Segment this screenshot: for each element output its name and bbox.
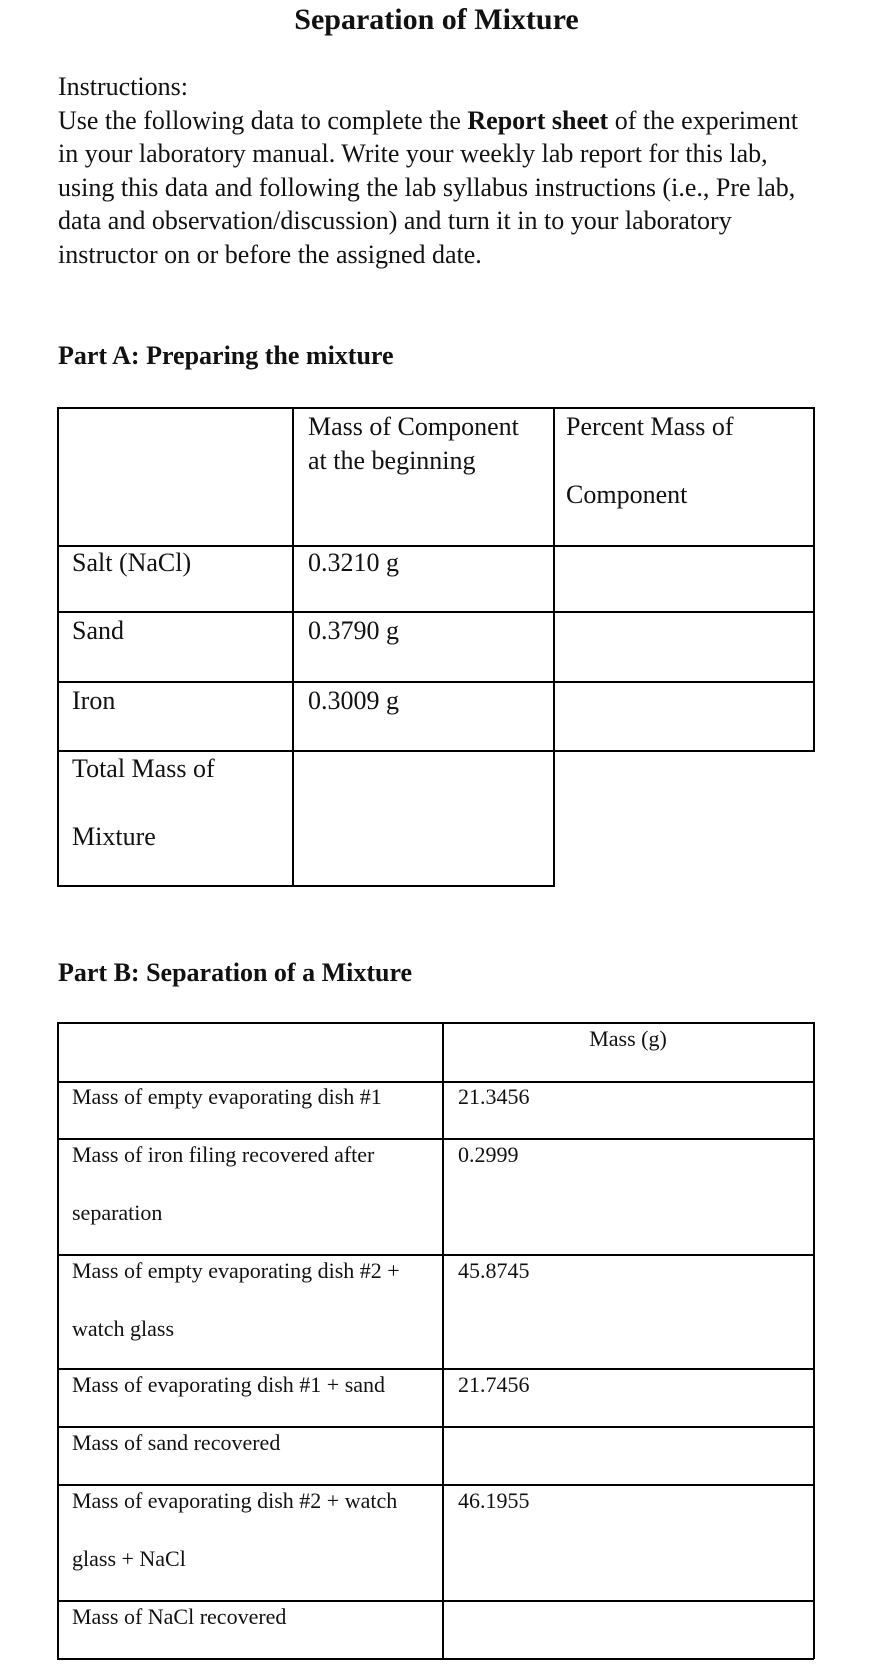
part-a-header-percent-line1: Percent Mass of xyxy=(566,412,734,441)
part-b-row-value: 0.2999 xyxy=(458,1142,519,1167)
part-b-row-value: 21.7456 xyxy=(458,1372,530,1397)
part-b-row-label: Mass of iron filing recovered after xyxy=(72,1142,375,1167)
part-a-header-percent-line2: Component xyxy=(566,480,688,509)
part-b-row-value: 46.1955 xyxy=(458,1488,530,1513)
part-b-row-label: Mass of empty evaporating dish #1 xyxy=(72,1084,382,1109)
part-a-heading: Part A: Preparing the mixture xyxy=(58,341,394,370)
part-b-header-mass: Mass (g) xyxy=(589,1026,667,1051)
part-b-heading: Part B: Separation of a Mixture xyxy=(58,958,413,987)
part-b-row-value: 21.3456 xyxy=(458,1084,530,1109)
instructions-label: Instructions: xyxy=(58,72,188,101)
part-a-row-salt-label: Salt (NaCl) xyxy=(72,548,192,577)
instructions-report-sheet: Report sheet xyxy=(467,105,609,135)
part-b-row-label: Mass of NaCl recovered xyxy=(72,1604,287,1629)
part-a-total-label-line1: Total Mass of xyxy=(72,754,215,783)
part-b-row-label: Mass of evaporating dish #1 + sand xyxy=(72,1372,386,1397)
instructions-lead: Use the following data to complete the xyxy=(58,105,468,135)
part-a-row-salt-mass: 0.3210 g xyxy=(308,548,399,577)
part-b-row-value: 45.8745 xyxy=(458,1258,530,1283)
part-a-row-sand-mass: 0.3790 g xyxy=(308,616,399,645)
part-a-row-sand-label: Sand xyxy=(72,616,124,645)
instructions-rest: of the experiment in your laboratory manual. Write your weekly lab report for this lab, using this data and following the lab syllabus instructions (i.e., Pre lab, data and observation/discussion) and turn it in to your laboratory instructor on or before the assigned date. xyxy=(58,105,799,269)
part-a-header-mass-line1: Mass of Component xyxy=(308,412,519,441)
part-b-row-label-line2: watch glass xyxy=(72,1316,175,1341)
part-b-row-label: Mass of sand recovered xyxy=(72,1430,281,1455)
part-b-row-label: Mass of evaporating dish #2 + watch xyxy=(72,1488,398,1513)
part-a-row-iron-mass: 0.3009 g xyxy=(308,686,399,715)
part-b-row-label-line2: glass + NaCl xyxy=(72,1546,186,1571)
part-a-total-label-line2: Mixture xyxy=(72,822,156,851)
instructions-block xyxy=(58,70,818,271)
instructions-body xyxy=(58,104,818,272)
part-a-row-iron-label: Iron xyxy=(72,686,116,715)
part-b-row-label: Mass of empty evaporating dish #2 + xyxy=(72,1258,400,1283)
page-title: Separation of Mixture xyxy=(294,3,579,36)
part-b-row-label-line2: separation xyxy=(72,1200,163,1225)
part-a-header-mass-line2: at the beginning xyxy=(308,446,476,475)
